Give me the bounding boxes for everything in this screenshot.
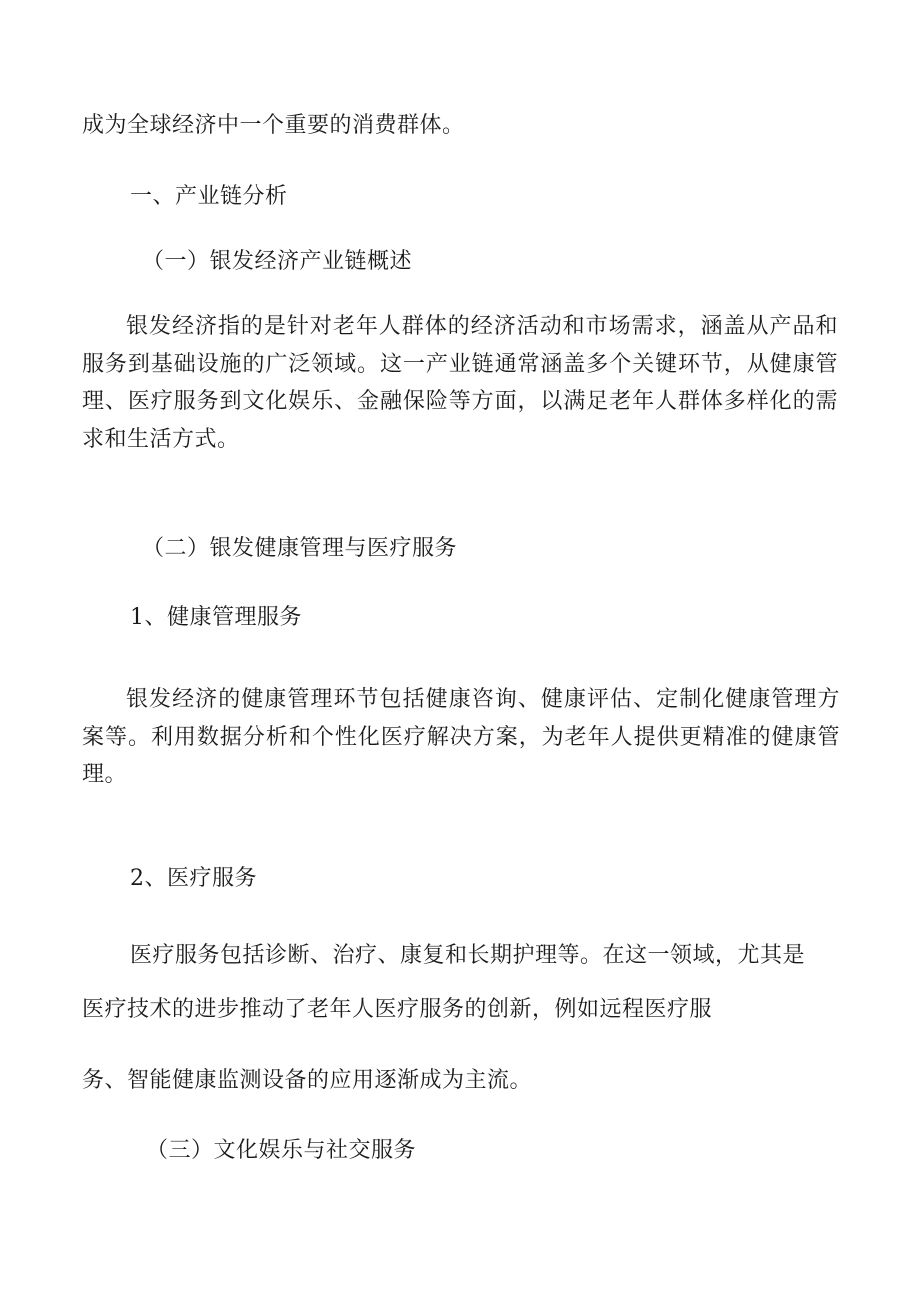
paragraph-medical-line-3: 务、智能健康监测设备的应用逐渐成为主流。 <box>82 1068 533 1093</box>
continuation-text: 成为全球经济中一个重要的消费群体。 <box>82 113 465 138</box>
paragraph-industry-chain-overview: 银发经济指的是针对老年人群体的经济活动和市场需求，涵盖从产品和服务到基础设施的广泛领域。这一产业链通常涵盖多个关键环节，从健康管理、医疗服务到文化娱乐、金融保险等方面，以满足老年人群体多样化的需求和生活方式。 <box>82 314 838 452</box>
paragraph-medical-line-1: 医疗服务包括诊断、治疗、康复和长期护理等。在这一领域，尤其是 <box>130 943 806 968</box>
subsection-heading-3: （三）文化娱乐与社交服务 <box>146 1138 417 1163</box>
paragraph-health-management: 银发经济的健康管理环节包括健康咨询、健康评估、定制化健康管理方案等。利用数据分析和个性化医疗解决方案，为老年人提供更精准的健康管理。 <box>82 687 840 787</box>
paragraph-medical-line-2: 医疗技术的进步推动了老年人医疗服务的创新，例如远程医疗服 <box>82 997 713 1022</box>
subsection-heading-2: （二）银发健康管理与医疗服务 <box>142 536 458 561</box>
item-heading-2: 2、医疗服务 <box>130 866 257 891</box>
subsection-heading-1: （一）银发经济产业链概述 <box>142 249 413 274</box>
item-heading-1: 1、健康管理服务 <box>130 605 302 630</box>
section-heading: 一、产业链分析 <box>130 184 288 209</box>
